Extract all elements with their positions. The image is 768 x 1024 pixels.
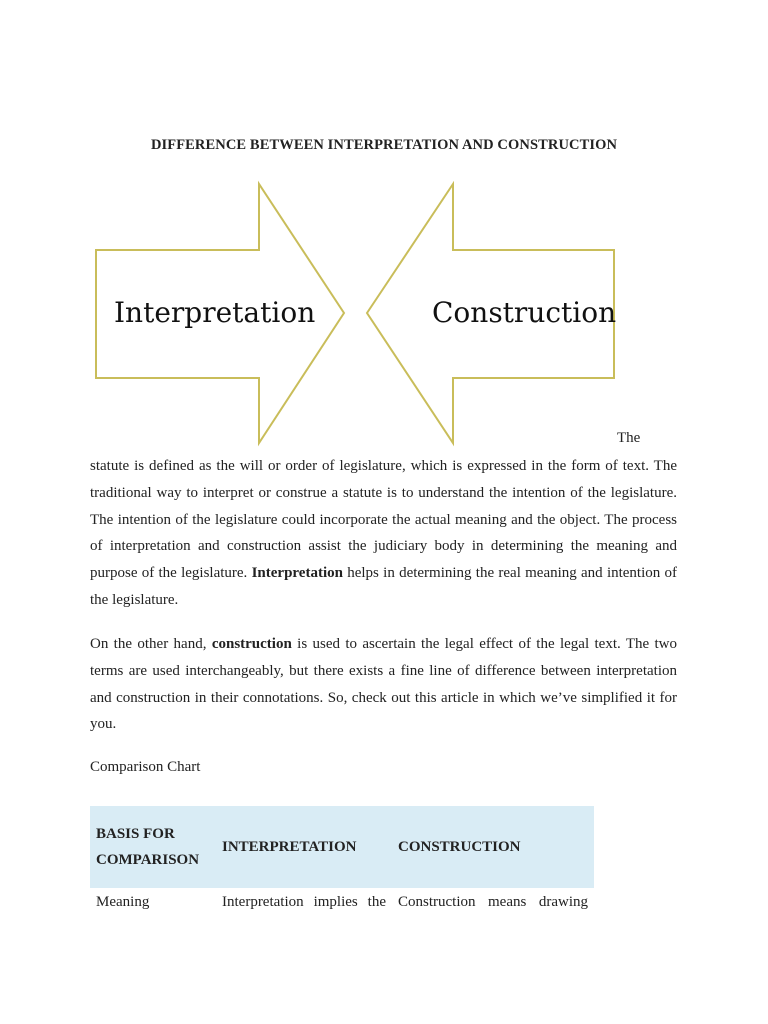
second-paragraph — [90, 631, 677, 738]
header-basis-line1: BASIS FOR — [96, 826, 175, 842]
intro-bold-term: Interpretation — [251, 565, 343, 582]
header-construction: CONSTRUCTION — [398, 838, 521, 855]
header-basis-line2: COMPARISON — [96, 852, 200, 868]
table-row — [90, 888, 594, 911]
row-construction-cell: Construction means drawing — [398, 894, 588, 910]
lead-word: The — [617, 430, 641, 446]
second-text-b: is used to ascertain the legal effect of the legal text. The two terms are used interchangeably, but there exists a fine line of difference between interpretation and construction in their connotations. So, check out this article in which we’ve simplified it for you. — [90, 636, 677, 733]
intro-paragraph — [90, 453, 677, 614]
second-bold-term: construction — [211, 636, 292, 652]
second-text-a: On the other hand, — [90, 636, 207, 652]
intro-text-b: helps in determining the real meaning and intention of the legislature. — [90, 565, 678, 608]
intro-text-a: statute is defined as the will or order of legislature, which is expressed in the form of text. The traditional way to interpret or construe a statute is to understand the intention of the legislature. The intention of the legislature could incorporate the actual meaning and the object. The process of interpretation and construction assist the judiciary body in determining the meaning and purpose of the legislature. — [90, 458, 677, 582]
row-interpretation-cell: Interpretation implies the — [222, 894, 386, 910]
comparison-chart-heading: Comparison Chart — [90, 759, 201, 775]
header-interpretation: INTERPRETATION — [222, 838, 357, 855]
document-title: DIFFERENCE BETWEEN INTERPRETATION AND CONSTRUCTION — [150, 137, 618, 153]
interpretation-arrow-label: Interpretation — [114, 296, 316, 329]
table-header-row — [90, 806, 594, 888]
construction-arrow-label: Construction — [432, 296, 617, 329]
comparison-table — [90, 806, 594, 911]
comparison-arrows-figure — [90, 180, 625, 450]
row-basis-cell: Meaning — [96, 894, 150, 910]
header-basis — [90, 806, 216, 888]
